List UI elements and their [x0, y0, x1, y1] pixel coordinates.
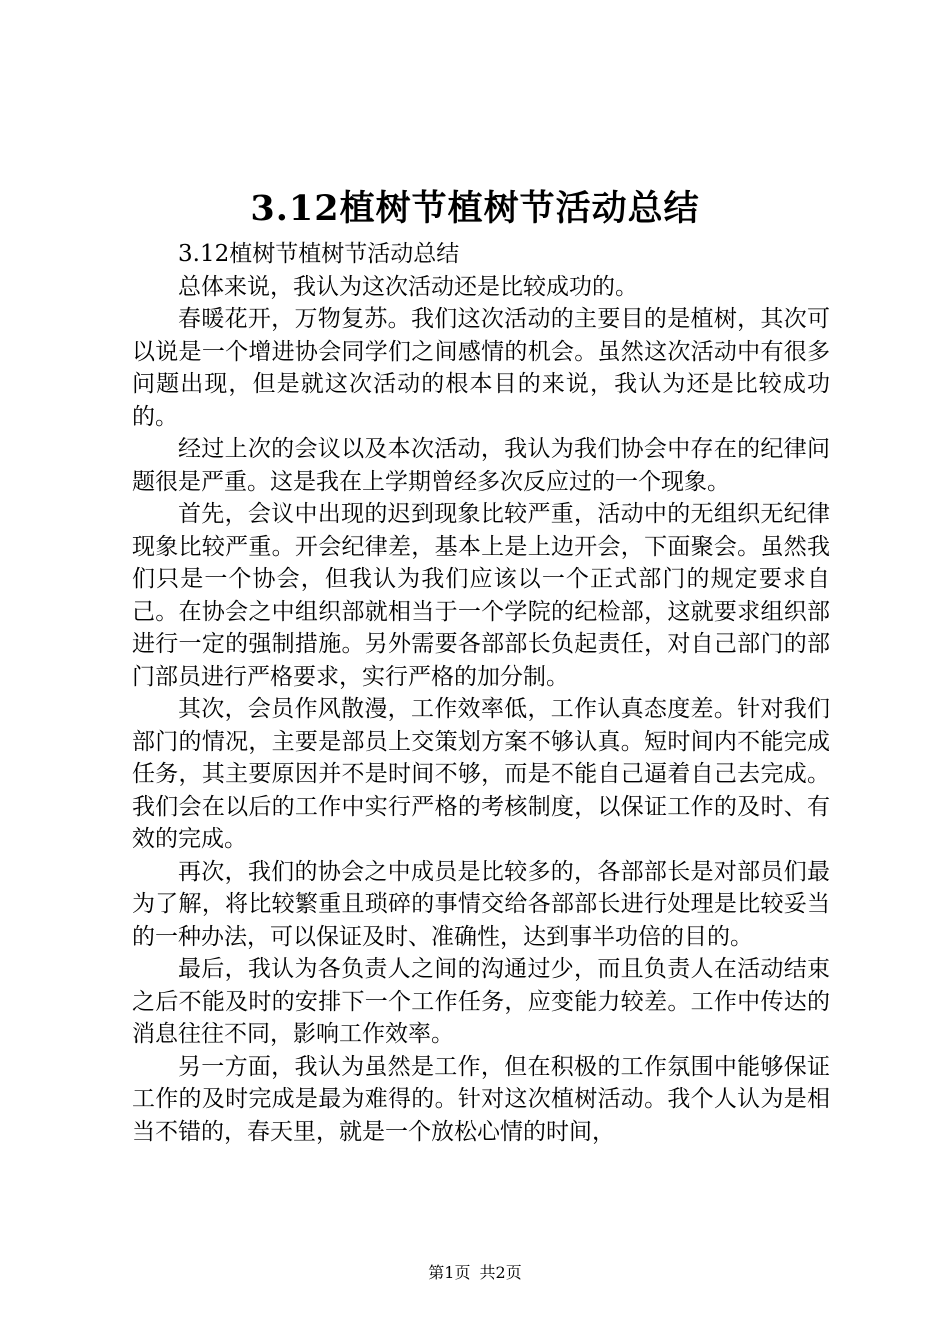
paragraph: 春暖花开，万物复苏。我们这次活动的主要目的是植树，其次可以说是一个增进协会同学们之间感情的机会。虽然这次活动中有很多问题出现，但是就这次活动的根本目的来说，我认为还是比较成功的。 [132, 306, 830, 430]
paragraph: 总体来说，我认为这次活动还是比较成功的。 [178, 273, 638, 300]
paragraph: 3.12植树节植树节活动总结 [178, 241, 460, 267]
paragraph: 另一方面，我认为虽然是工作，但在积极的工作氛围中能够保证工作的及时完成是最为难得的。针对这次植树活动。我个人认为是相当不错的，春天里，就是一个放松心情的时间， [132, 1053, 830, 1145]
paragraph: 再次，我们的协会之中成员是比较多的，各部部长是对部员们最为了解，将比较繁重且琐碎的事情交给各部部长进行处理是比较妥当的一种办法，可以保证及时、准确性，达到事半功倍的目的。 [132, 858, 830, 950]
paragraph: 其次，会员作风散漫，工作效率低，工作认真态度差。针对我们部门的情况，主要是部员上交策划方案不够认真。短时间内不能完成任务，其主要原因并不是时间不够，而是不能自己逼着自己去完成。我们会在以后的工作中实行严格的考核制度，以保证工作的及时、有效的完成。 [132, 696, 830, 852]
paragraph: 最后，我认为各负责人之间的沟通过少，而且负责人在活动结束之后不能及时的安排下一个工作任务，应变能力较差。工作中传达的消息往往不同，影响工作效率。 [132, 956, 830, 1047]
document-body [132, 238, 830, 1148]
page-total: 共2页 [479, 1263, 522, 1282]
page-number: 第1页 [428, 1263, 471, 1282]
paragraph: 经过上次的会议以及本次活动，我认为我们协会中存在的纪律问题很是严重。这是我在上学期曾经多次反应过的一个现象。 [132, 436, 830, 495]
document-title: 3.12植树节植树节活动总结 [250, 188, 700, 229]
page-footer [0, 1262, 950, 1284]
paragraph: 首先，会议中出现的迟到现象比较严重，活动中的无组织无纪律现象比较严重。开会纪律差，基本上是上边开会，下面聚会。虽然我们只是一个协会，但我认为我们应该以一个正式部门的规定要求自己。在协会之中组织部就相当于一个学院的纪检部，这就要求组织部进行一定的强制措施。另外需要各部部长负起责任，对自己部门的部门部员进行严格要求，实行严格的加分制。 [132, 501, 830, 690]
